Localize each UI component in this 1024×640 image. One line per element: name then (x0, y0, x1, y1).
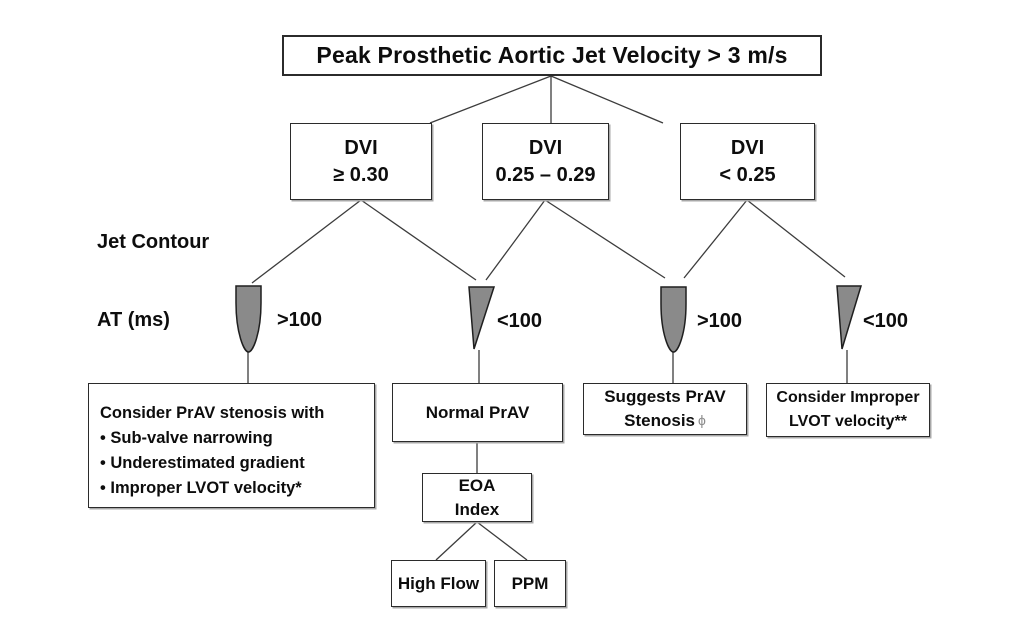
connector-line (545, 200, 665, 278)
connector-line (684, 200, 747, 278)
eoa-line: Index (454, 499, 500, 519)
at-value-1: >100 (277, 309, 323, 331)
node-dvi-lt-025 (680, 123, 815, 200)
outcome-line: Stenosis ϕ (624, 411, 706, 430)
triangular-jet-contour-icon (837, 286, 861, 349)
connector-line (486, 200, 545, 280)
node-peak-jet-velocity (282, 35, 822, 76)
rounded-jet-contour-icon (661, 287, 686, 352)
connector-line (551, 76, 663, 123)
phi-footnote-symbol: ϕ (698, 412, 706, 428)
node-suggests-prav-stenosis (583, 383, 747, 435)
outcome-label: PPM (511, 573, 549, 593)
outcome-bullet: • Improper LVOT velocity* (100, 479, 302, 497)
node-ppm (494, 560, 566, 607)
connector-line (361, 200, 476, 280)
at-ms-row-label: AT (ms) (97, 309, 170, 331)
rounded-jet-contour-icon (236, 286, 261, 352)
dvi-label: DVI (528, 136, 563, 159)
node-high-flow (391, 560, 486, 607)
jet-contour-row-label: Jet Contour (97, 231, 210, 253)
node-eoa-index (422, 473, 532, 522)
dvi-label: DVI (344, 136, 378, 159)
outcome-label: High Flow (397, 573, 480, 593)
outcome-line: Suggests PrAV (604, 387, 726, 406)
node-dvi-ge-030 (290, 123, 432, 200)
outcome-line: LVOT velocity** (789, 413, 907, 430)
outcome-line: Consider Improper (776, 389, 920, 406)
dvi-range: ≥ 0.30 (333, 163, 389, 186)
connector-line (477, 522, 527, 560)
at-value-3: >100 (697, 310, 743, 332)
node-consider-improper-lvot (766, 383, 930, 437)
jet-contour-shapes (236, 286, 861, 352)
connector-line (430, 76, 551, 123)
dvi-label: DVI (730, 136, 765, 159)
connector-line (252, 200, 361, 283)
dvi-range: 0.25 – 0.29 (495, 163, 596, 186)
node-normal-prav (392, 383, 563, 442)
at-value-4: <100 (863, 310, 909, 332)
outcome-label: Normal PrAV (425, 402, 530, 422)
dvi-range: < 0.25 (719, 163, 776, 186)
node-title: Peak Prosthetic Aortic Jet Velocity > 3 m/s (316, 42, 788, 68)
connector-line (436, 522, 477, 560)
outcome-title: Consider PrAV stenosis with (100, 404, 325, 422)
node-dvi-025-029 (482, 123, 609, 200)
eoa-line: EOA (458, 475, 496, 495)
triangular-jet-contour-icon (469, 287, 494, 349)
connector-line (747, 200, 845, 277)
outcome-bullet: • Underestimated gradient (100, 454, 305, 472)
outcome-bullet: • Sub-valve narrowing (100, 429, 273, 447)
node-consider-prav-stenosis (88, 383, 375, 508)
at-value-2: <100 (497, 310, 543, 332)
